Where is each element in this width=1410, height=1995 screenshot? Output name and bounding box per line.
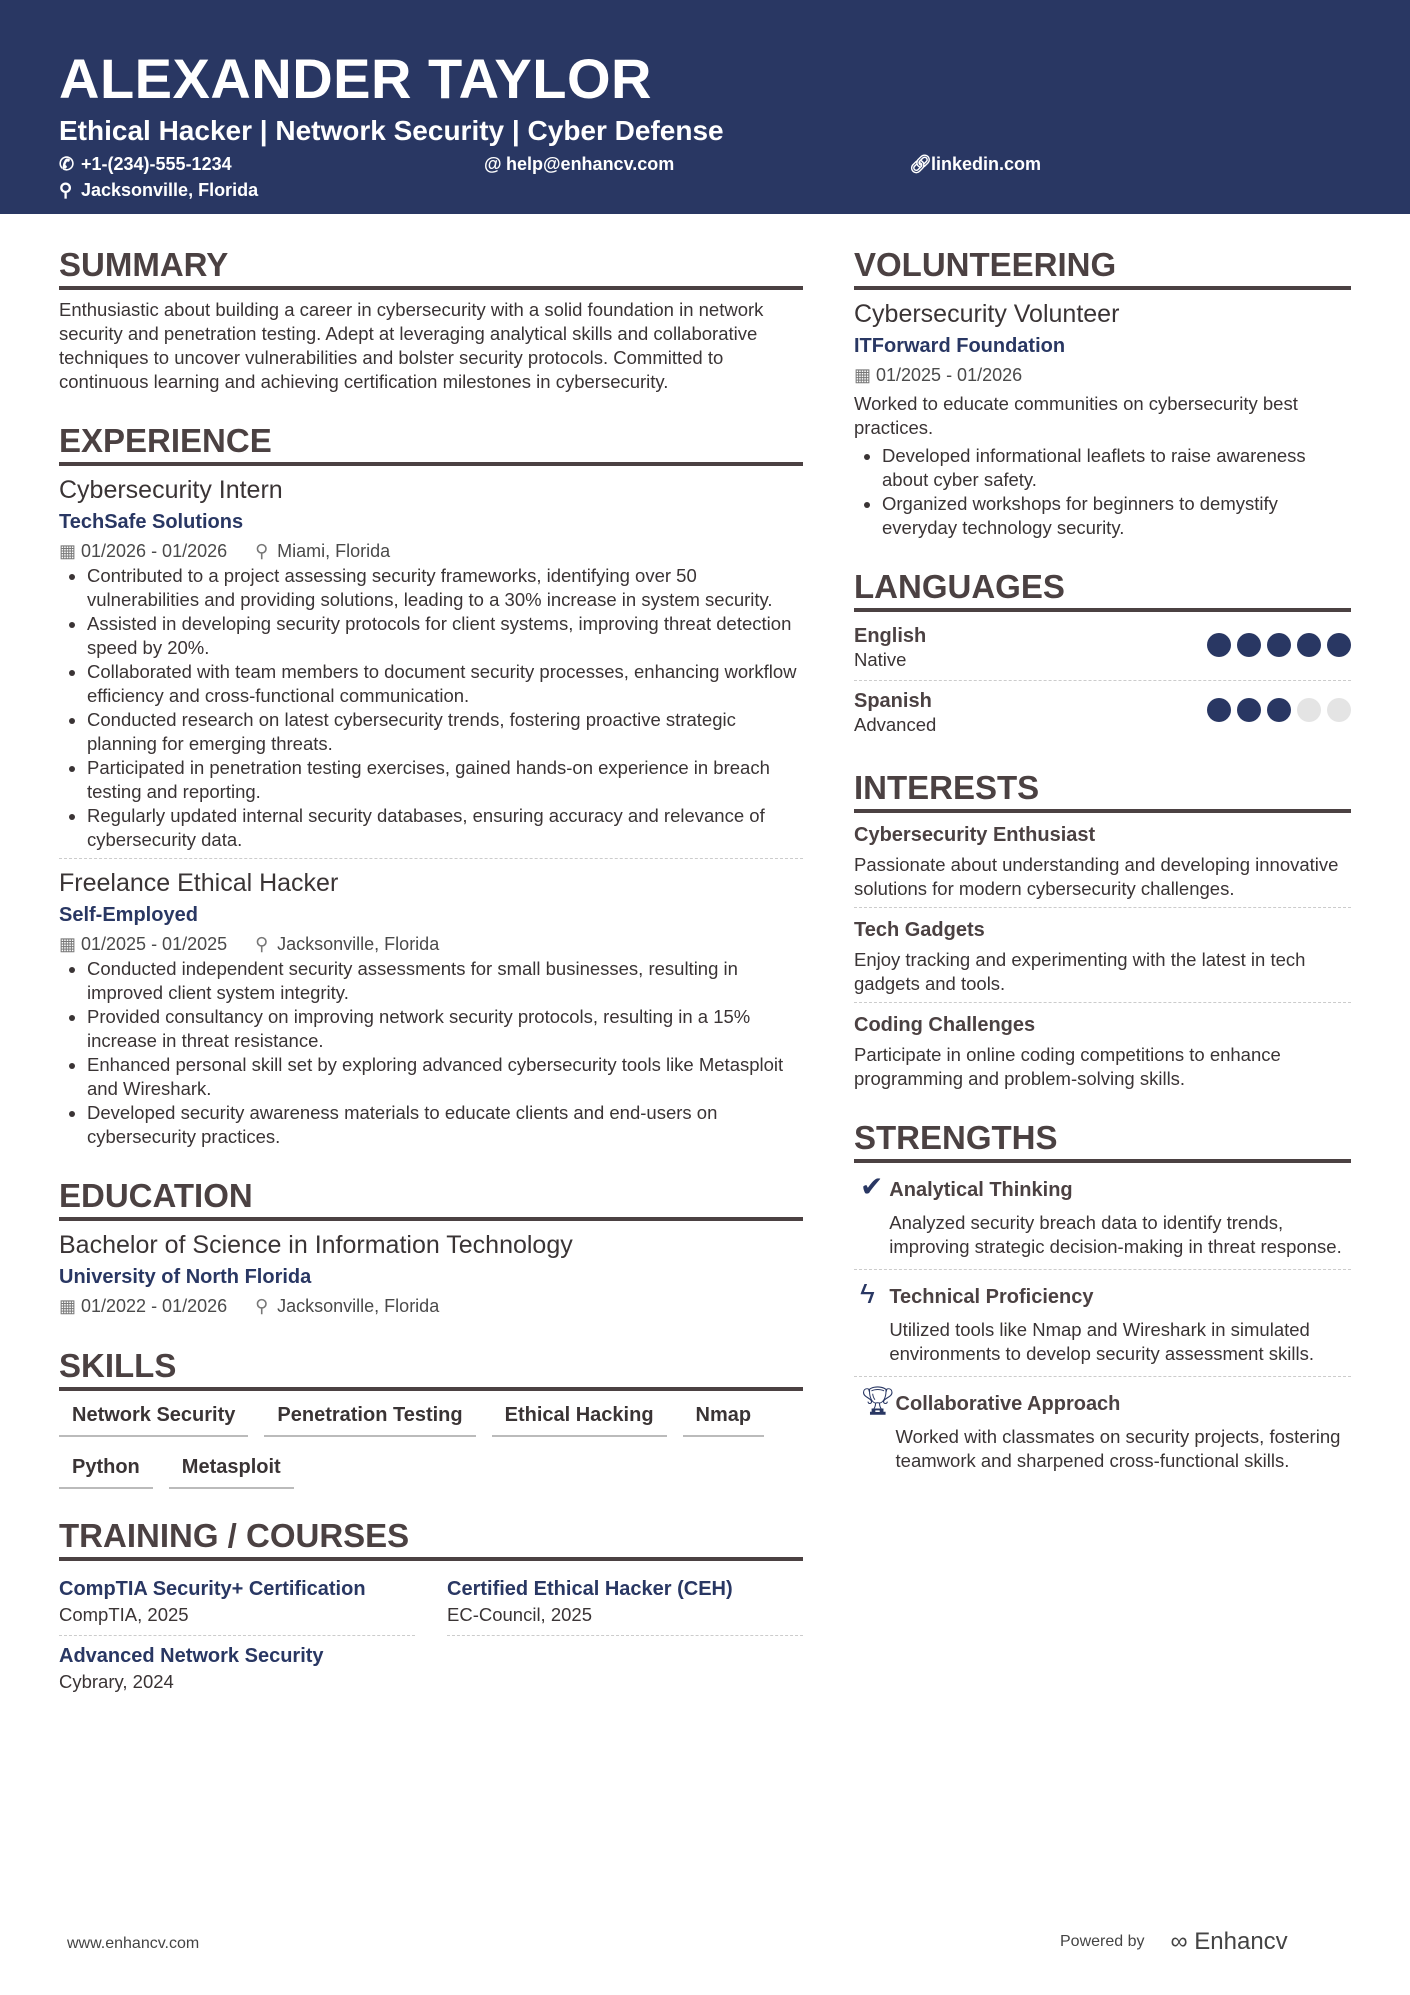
calendar-icon: ▦ xyxy=(854,365,872,385)
divider xyxy=(59,858,803,859)
divider xyxy=(854,1376,1351,1377)
skill-tag: Ethical Hacking xyxy=(492,1403,667,1437)
location-text: Jacksonville, Florida xyxy=(81,180,259,200)
skill-tag: Penetration Testing xyxy=(264,1403,475,1437)
contact-location xyxy=(59,178,484,202)
language-name: English xyxy=(854,625,927,647)
course-title: Certified Ethical Hacker (CEH) xyxy=(447,1578,733,1600)
volunteer-bullet: • Organized workshops for beginners to demystify everyday technology security. xyxy=(882,492,1351,540)
skill-tag: Nmap xyxy=(683,1403,765,1437)
volunteer-text: Worked to educate communities on cybersecurity best practices. xyxy=(854,393,1298,438)
filled-dot xyxy=(1267,698,1291,722)
language-name: Spanish xyxy=(854,690,932,712)
calendar-icon: ▦ xyxy=(59,1296,77,1316)
volunteer-bullet: • Developed informational leaflets to raise awareness about cyber safety. xyxy=(882,444,1351,492)
enhancv-logo xyxy=(1171,1930,1288,1954)
interest-text: Enjoy tracking and experimenting with the latest in tech gadgets and tools. xyxy=(854,949,1306,994)
divider xyxy=(854,680,1351,681)
right-column xyxy=(854,246,1351,1477)
location-pin-icon: ⚲ xyxy=(255,541,269,561)
divider xyxy=(854,1269,1351,1270)
at-icon: @ xyxy=(484,154,502,174)
proficiency-dots xyxy=(1201,633,1351,663)
contact-link[interactable] xyxy=(909,152,1209,176)
experience-heading: EXPERIENCE xyxy=(59,422,803,466)
phone-icon: ✆ xyxy=(59,154,75,174)
filled-dot xyxy=(1267,633,1291,657)
phone-text: +1-(234)-555-1234 xyxy=(81,154,232,174)
skill-tag: Network Security xyxy=(59,1403,248,1437)
job-dates: 01/2025 - 01/2025 xyxy=(81,934,228,954)
skill-tag: Metasploit xyxy=(169,1455,294,1489)
job-company: Self-Employed xyxy=(59,904,198,926)
job-role: Freelance Ethical Hacker xyxy=(59,869,339,897)
course-item xyxy=(59,1569,415,1636)
course-item xyxy=(59,1636,415,1702)
job-bullet: • Participated in penetration testing exercises, gained hands-on experience in breach testing and reporting. xyxy=(87,756,803,804)
location-pin-icon: ⚲ xyxy=(255,1296,269,1316)
interest-text: Passionate about understanding and developing innovative solutions for modern cybersecurity challenges. xyxy=(854,854,1339,899)
strength-item xyxy=(854,1385,1351,1477)
language-level: Native xyxy=(854,649,907,670)
filled-dot xyxy=(1327,633,1351,657)
degree: Bachelor of Science in Information Technology xyxy=(59,1231,573,1259)
job-bullet: • Assisted in developing security protocols for client systems, improving threat detection speed by 20%. xyxy=(87,612,803,660)
left-column xyxy=(59,246,803,1702)
edu-location: Jacksonville, Florida xyxy=(277,1296,440,1316)
job-dates: 01/2026 - 01/2026 xyxy=(81,541,228,561)
job-bullet: • Regularly updated internal security databases, ensuring accuracy and relevance of cybersecurity data. xyxy=(87,804,803,852)
empty-dot xyxy=(1327,698,1351,722)
powered-label: Powered by xyxy=(1060,1933,1145,1950)
job-location: Miami, Florida xyxy=(277,541,391,561)
check-icon: ✔ xyxy=(860,1171,884,1202)
strength-text: Worked with classmates on security projects, fostering teamwork and sharpened cross-functional skills. xyxy=(895,1426,1341,1471)
summary-heading: SUMMARY xyxy=(59,246,803,290)
link-icon: 🔗︎ xyxy=(909,154,932,174)
email-text[interactable]: help@enhancv.com xyxy=(506,154,675,174)
calendar-icon: ▦ xyxy=(59,934,77,954)
strength-title: Collaborative Approach xyxy=(895,1393,1121,1415)
proficiency-dots xyxy=(1201,698,1351,728)
job-role: Cybersecurity Intern xyxy=(59,476,283,504)
interest-title: Cybersecurity Enthusiast xyxy=(854,824,1096,846)
interest-item xyxy=(854,916,1351,996)
candidate-title: Ethical Hacker | Network Security | Cyber Defense xyxy=(59,115,724,146)
location-pin-icon: ⚲ xyxy=(255,934,269,954)
contact-phone xyxy=(59,152,484,176)
interest-item xyxy=(854,821,1351,901)
interests-heading: INTERESTS xyxy=(854,769,1351,813)
education-heading: EDUCATION xyxy=(59,1177,803,1221)
interest-item xyxy=(854,1011,1351,1091)
trophy-icon: 🏆︎ xyxy=(860,1385,896,1416)
language-level: Advanced xyxy=(854,714,937,735)
summary-text: Enthusiastic about building a career in cybersecurity with a solid foundation in network security and penetration testing. Adept at leveraging analytical skills and collaborative techniques to uncover vulnerabilities and bolster security protocols. Committed to continuous learning and achieving certification milestones in cybersecurity. xyxy=(59,299,764,392)
experience-entry xyxy=(59,867,803,1149)
strength-title: Technical Proficiency xyxy=(889,1286,1094,1308)
link-text[interactable]: linkedin.com xyxy=(931,154,1042,174)
interest-title: Coding Challenges xyxy=(854,1014,1036,1036)
course-provider: Cybrary, 2024 xyxy=(59,1671,174,1692)
school: University of North Florida xyxy=(59,1266,312,1288)
experience-entry xyxy=(59,474,803,852)
divider xyxy=(854,1002,1351,1003)
filled-dot xyxy=(1297,633,1321,657)
training-heading: TRAINING / COURSES xyxy=(59,1517,803,1561)
candidate-name: ALEXANDER TAYLOR xyxy=(59,47,652,110)
strength-text: Analyzed security breach data to identify trends, improving strategic decision-making in threat response. xyxy=(889,1212,1342,1257)
volunteer-org: ITForward Foundation xyxy=(854,335,1066,357)
bolt-icon: ϟ xyxy=(860,1278,875,1309)
job-company: TechSafe Solutions xyxy=(59,511,244,533)
filled-dot xyxy=(1207,698,1231,722)
strength-title: Analytical Thinking xyxy=(889,1179,1073,1201)
job-bullet: • Conducted research on latest cybersecurity trends, fostering proactive strategic planning for emerging threats. xyxy=(87,708,803,756)
divider xyxy=(854,907,1351,908)
brand-name: Enhancv xyxy=(1194,1928,1288,1955)
course-item xyxy=(447,1569,803,1636)
strength-text: Utilized tools like Nmap and Wireshark in simulated environments to develop security assessment skills. xyxy=(889,1319,1314,1364)
contact-email[interactable] xyxy=(484,152,909,176)
course-provider: EC-Council, 2025 xyxy=(447,1604,592,1625)
job-location: Jacksonville, Florida xyxy=(277,934,440,954)
filled-dot xyxy=(1207,633,1231,657)
edu-dates: 01/2022 - 01/2026 xyxy=(81,1296,228,1316)
course-provider: CompTIA, 2025 xyxy=(59,1604,189,1625)
skills-heading: SKILLS xyxy=(59,1347,803,1391)
filled-dot xyxy=(1237,633,1261,657)
language-item xyxy=(854,685,1351,741)
strength-item xyxy=(854,1171,1351,1263)
language-item xyxy=(854,620,1351,676)
footer-url[interactable]: www.enhancv.com xyxy=(67,1935,200,1952)
job-bullet: • Provided consultancy on improving network security protocols, resulting in a 15% increase in threat resistance. xyxy=(87,1005,803,1053)
skill-tag: Python xyxy=(59,1455,153,1489)
interest-title: Tech Gadgets xyxy=(854,919,985,941)
job-bullet: • Contributed to a project assessing security frameworks, identifying over 50 vulnerabilities and providing solutions, leading to a 30% increase in system security. xyxy=(87,564,803,612)
strengths-heading: STRENGTHS xyxy=(854,1119,1351,1163)
resume-header xyxy=(0,0,1410,214)
job-bullet: • Developed security awareness materials to educate clients and end-users on cybersecurity practices. xyxy=(87,1101,803,1149)
filled-dot xyxy=(1237,698,1261,722)
volunteering-heading: VOLUNTEERING xyxy=(854,246,1351,290)
enhancv-logo-icon: ∞ xyxy=(1170,1928,1188,1955)
volunteer-role: Cybersecurity Volunteer xyxy=(854,300,1120,328)
job-bullet: • Collaborated with team members to document security processes, enhancing workflow efficiency and cross-functional communication. xyxy=(87,660,803,708)
calendar-icon: ▦ xyxy=(59,541,77,561)
languages-heading: LANGUAGES xyxy=(854,568,1351,612)
job-bullet: • Enhanced personal skill set by exploring advanced cybersecurity tools like Metasploit and Wireshark. xyxy=(87,1053,803,1101)
powered-by xyxy=(1060,1930,1288,1954)
location-pin-icon: ⚲ xyxy=(59,180,73,200)
empty-dot xyxy=(1297,698,1321,722)
interest-text: Participate in online coding competitions to enhance programming and problem-solving skills. xyxy=(854,1044,1281,1089)
course-title: Advanced Network Security xyxy=(59,1645,324,1667)
volunteer-dates: 01/2025 - 01/2026 xyxy=(876,365,1023,385)
strength-item xyxy=(854,1278,1351,1370)
job-bullet: • Conducted independent security assessments for small businesses, resulting in improved client system integrity. xyxy=(87,957,803,1005)
course-title: CompTIA Security+ Certification xyxy=(59,1578,366,1600)
